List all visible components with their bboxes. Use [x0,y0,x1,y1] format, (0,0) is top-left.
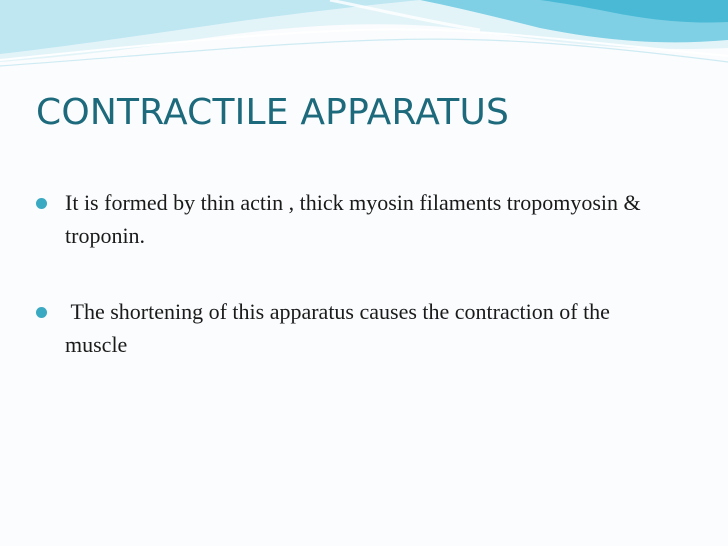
bullet-item [36,186,676,252]
bullet-dot-icon [36,307,47,318]
bullet-text: The shortening of this apparatus causes the contraction of the muscle [65,299,616,357]
header-wave-decoration [0,0,728,90]
bullet-item [36,295,676,361]
bullet-list [36,186,676,361]
bullet-text: It is formed by thin actin , thick myosin filaments tropomyosin & troponin. [65,190,641,248]
slide-title: CONTRACTILE APPARATUS [36,92,510,133]
bullet-dot-icon [36,198,47,209]
